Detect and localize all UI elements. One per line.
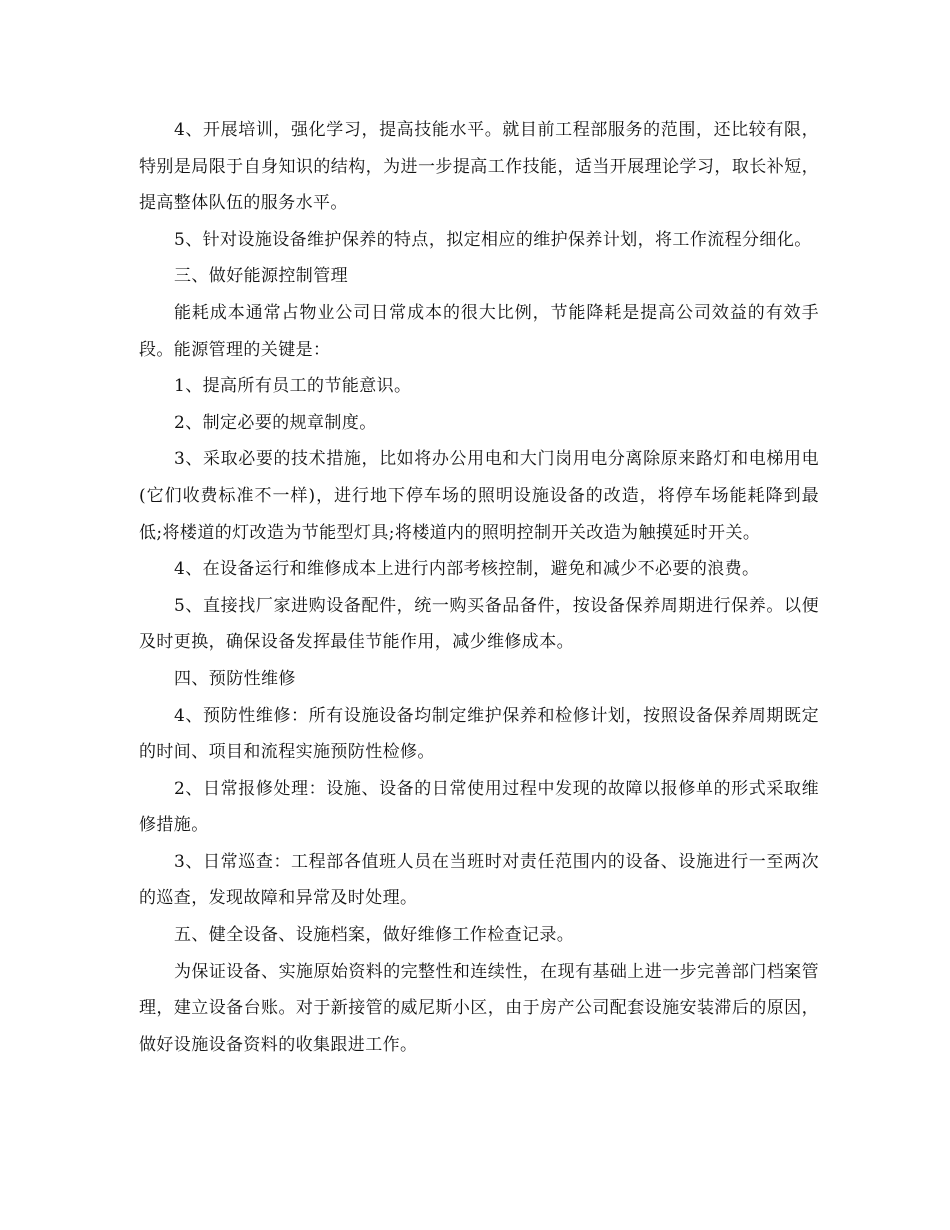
paragraph-maintenance-plan: 5、针对设施设备维护保养的特点，拟定相应的维护保养计划，将工作流程分细化。 — [174, 229, 812, 250]
section-heading-energy-control: 三、做好能源控制管理 — [174, 266, 348, 287]
paragraph-technical-measures: 3、采取必要的技术措施，比如将办公用电和大门岗用电分离除原来路灯和电梯用电(它们收费标准不一样)，进行地下停车场的照明设施设备的改造，将停车场能耗降到最低;将楼道的灯改造为节能型灯具;将楼道内的照明控制开关改造为触摸延时开关。 — [139, 449, 819, 543]
paragraph-repair-handling: 2、日常报修处理：设施、设备的日常使用过程中发现的故障以报修单的形式采取维修措施。 — [139, 778, 819, 836]
paragraph-daily-inspection: 3、日常巡查：工程部各值班人员在当班时对责任范围内的设备、设施进行一至两次的巡查，发现故障和异常及时处理。 — [139, 851, 819, 909]
paragraph-parts-purchase: 5、直接找厂家进购设备配件，统一购买备品备件，按设备保养周期进行保养。以便及时更换，确保设备发挥最佳节能作用，减少维修成本。 — [139, 595, 819, 653]
section-heading-archives: 五、健全设备、设施档案，做好维修工作检查记录。 — [174, 925, 575, 946]
paragraph-preventive-maintenance: 4、预防性维修：所有设施设备均制定维护保养和检修计划，按照设备保养周期既定的时间、项目和流程实施预防性检修。 — [139, 705, 819, 763]
paragraph-cost-control: 4、在设备运行和维修成本上进行内部考核控制，避免和减少不必要的浪费。 — [174, 559, 760, 580]
document-body — [139, 112, 819, 1063]
paragraph-energy-awareness: 1、提高所有员工的节能意识。 — [174, 376, 412, 397]
paragraph-training: 4、开展培训，强化学习，提高技能水平。就目前工程部服务的范围，还比较有限，特别是局限于自身知识的结构，为进一步提高工作技能，适当开展理论学习，取长补短，提高整体队伍的服务水平。 — [139, 120, 819, 214]
paragraph-rules: 2、制定必要的规章制度。 — [174, 412, 377, 433]
section-heading-preventive-maintenance: 四、预防性维修 — [174, 668, 296, 689]
paragraph-energy-intro: 能耗成本通常占物业公司日常成本的很大比例，节能降耗是提高公司效益的有效手段。能源管理的关键是： — [139, 302, 819, 360]
paragraph-archives: 为保证设备、实施原始资料的完整性和连续性，在现有基础上进一步完善部门档案管理，建立设备台账。对于新接管的威尼斯小区，由于房产公司配套设施安装滞后的原因，做好设施设备资料的收集跟进工作。 — [139, 961, 819, 1055]
